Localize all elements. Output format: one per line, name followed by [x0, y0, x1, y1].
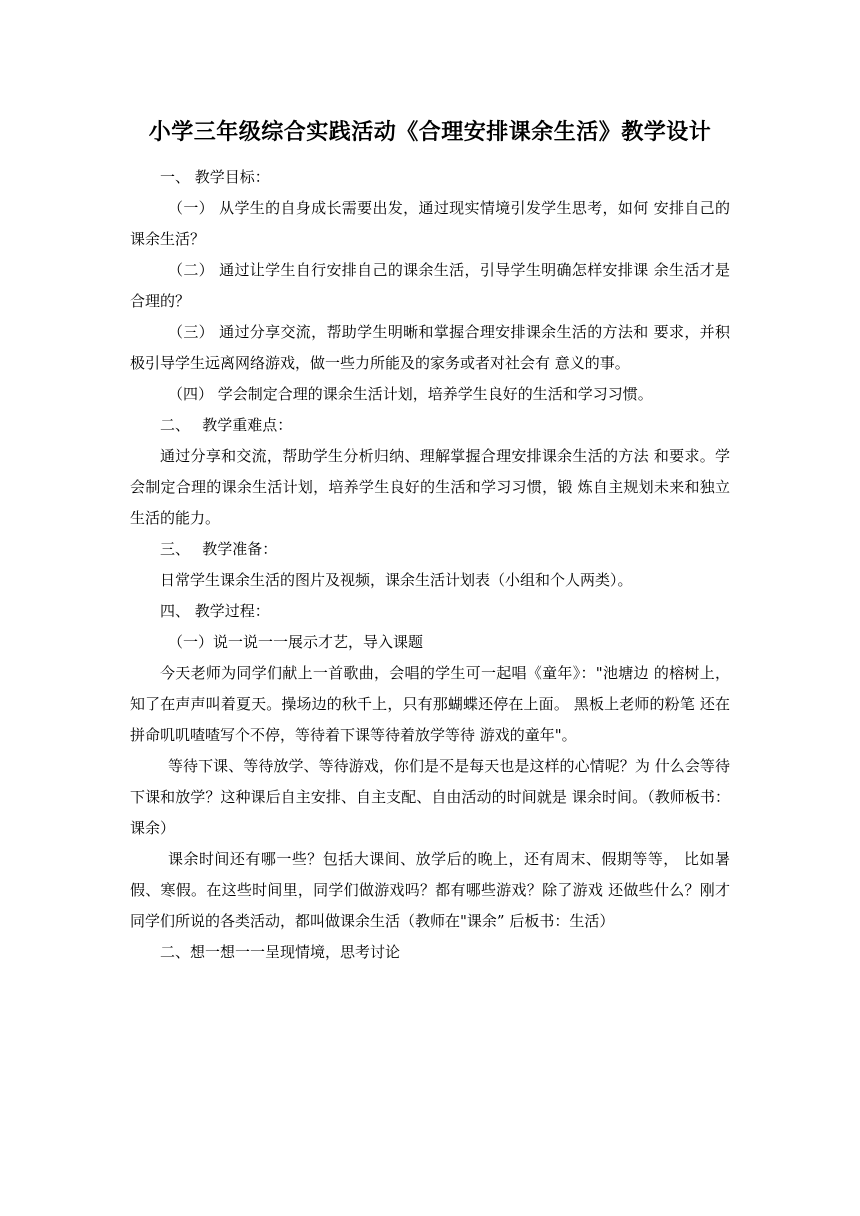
process-paragraph-after-class: 课余时间还有哪一些？包括大课间、放学后的晚上，还有周末、假期等等， 比如暑假、寒假。在这些时间里，同学们做游戏吗？都有哪些游戏？除了游戏 还做些什么？刚才同学们所说的各类活动，都叫做课余生活（教师在"课余” 后板书：生活）	[130, 850, 730, 930]
goal-item-4: （四） 学会制定合理的课余生活计划，培养学生良好的生活和学习习惯。	[168, 385, 653, 403]
section-heading-process: 四、 教学过程：	[160, 602, 270, 620]
preparation-paragraph: 日常学生课余生活的图片及视频，课余生活计划表（小组和个人两类）。	[160, 571, 633, 589]
key-points-paragraph: 通过分享和交流，帮助学生分析归纳、理解掌握合理安排课余生活的方法 和要求。学会制定合理的课余生活计划，培养学生良好的生活和学习习惯，锻 炼自主规划未来和独立生活的能力。	[130, 447, 730, 527]
section-heading-key-points: 二、 教学重难点：	[160, 416, 293, 434]
section-heading-teaching-goals: 一、 教学目标：	[160, 168, 270, 186]
goal-item-3: （三） 通过分享交流，帮助学生明晰和掌握合理安排课余生活的方法和 要求，并积极引导学生远离网络游戏，做一些力所能及的家务或者对社会有 意义的事。	[130, 323, 730, 372]
document-body	[130, 112, 730, 968]
goal-item-1: （一） 从学生的自身成长需要出发，通过现实情境引发学生思考，如何 安排自己的课余生活？	[130, 199, 730, 248]
section-heading-preparation: 三、 教学准备：	[160, 540, 278, 558]
goal-item-2: （二） 通过让学生自行安排自己的课余生活，引导学生明确怎样安排课 余生活才是合理的？	[130, 261, 730, 310]
process-step-1-heading: （一）说一说一一展示才艺，导入课题	[168, 633, 424, 651]
process-paragraph-waiting: 等待下课、等待放学、等待游戏，你们是不是每天也是这样的心情呢？为 什么会等待下课和放学？这种课后自主安排、自主支配、自由活动的时间就是 课余时间。（教师板书：课余）	[130, 757, 730, 837]
process-step-2-heading: 二、想一想一一呈现情境，思考讨论	[160, 943, 401, 961]
document-title: 小学三年级综合实践活动《合理安排课余生活》教学设计	[148, 119, 712, 145]
process-paragraph-song: 今天老师为同学们献上一首歌曲，会唱的学生可一起唱《童年》："池塘边 的榕树上，知了在声声叫着夏天。操场边的秋千上，只有那蝴蝶还停在上面。 黑板上老师的粉笔 还在拼命叽叽喳喳写个不停，等待着下课等待着放学等待 游戏的童年"。	[130, 664, 730, 744]
